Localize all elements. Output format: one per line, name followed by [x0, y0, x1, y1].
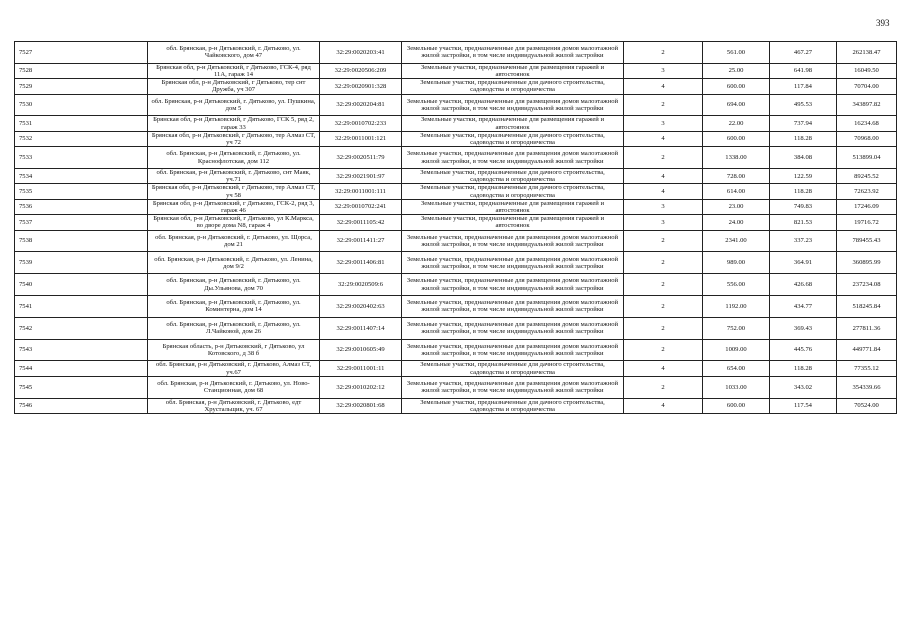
- group-cell: 4: [624, 131, 703, 146]
- specific-value-cell: 445.76: [770, 339, 837, 361]
- address-cell: обл. Брянская, р-н Дятьковский, г. Дятьково, ул. Пушкина, дом 5: [148, 94, 320, 116]
- table-row: [15, 169, 897, 184]
- address-cell: Брянская обл, р-н Дятьковский, г Дятьково, ГСК 5, ряд 2, гараж 33: [148, 116, 320, 131]
- row-number: 7543: [15, 339, 148, 361]
- group-cell: 4: [624, 184, 703, 199]
- cadastral-value-cell: 16234.68: [837, 116, 897, 131]
- specific-value-cell: 749.83: [770, 199, 837, 214]
- page-number: 393: [876, 18, 890, 28]
- cadastral-value-cell: 789455.43: [837, 230, 897, 252]
- table-row: [15, 274, 897, 296]
- specific-value-cell: 641.98: [770, 63, 837, 78]
- table-row: [15, 230, 897, 252]
- area-cell: 600.00: [703, 79, 770, 94]
- area-cell: 561.00: [703, 42, 770, 64]
- group-cell: 2: [624, 339, 703, 361]
- cadastral-value-cell: 17246.09: [837, 199, 897, 214]
- table-row: [15, 79, 897, 94]
- area-cell: 1033.00: [703, 376, 770, 398]
- group-cell: 2: [624, 274, 703, 296]
- land-use-cell: Земельные участки, предназначенные для размещения гаражей и автостоянок: [402, 199, 624, 214]
- cadastral-number-cell: 32:29:0020402:63: [320, 296, 402, 318]
- address-cell: обл. Брянская, р-н Дятьковский, г. Дятьково, ул. Краснофлотская, дом 112: [148, 147, 320, 169]
- group-cell: 2: [624, 230, 703, 252]
- table-row: [15, 252, 897, 274]
- row-number: 7537: [15, 215, 148, 230]
- land-use-cell: Земельные участки, предназначенные для размещения домов малоэтажной жилой застройки, в том числе индивидуальной жилой застройки: [402, 274, 624, 296]
- group-cell: 2: [624, 317, 703, 339]
- cadastral-number-cell: 32:29:0021901:97: [320, 169, 402, 184]
- cadastral-value-cell: 77355.12: [837, 361, 897, 376]
- cadastral-number-cell: 32:29:0020901:328: [320, 79, 402, 94]
- row-number: 7527: [15, 42, 148, 64]
- cadastral-value-cell: 262138.47: [837, 42, 897, 64]
- row-number: 7546: [15, 398, 148, 413]
- area-cell: 1192.00: [703, 296, 770, 318]
- row-number: 7545: [15, 376, 148, 398]
- table-row: [15, 94, 897, 116]
- table-row: [15, 215, 897, 230]
- row-number: 7530: [15, 94, 148, 116]
- cadastral-number-cell: 32:29:0010702:233: [320, 116, 402, 131]
- cadastral-value-cell: 70524.00: [837, 398, 897, 413]
- group-cell: 2: [624, 296, 703, 318]
- cadastral-number-cell: 32:29:0011406:81: [320, 252, 402, 274]
- cadastral-value-cell: 70704.00: [837, 79, 897, 94]
- row-number: 7540: [15, 274, 148, 296]
- row-number: 7535: [15, 184, 148, 199]
- land-use-cell: Земельные участки, предназначенные для дачного строительства, садоводства и огородничества: [402, 398, 624, 413]
- cadastral-value-cell: 449771.84: [837, 339, 897, 361]
- land-use-cell: Земельные участки, предназначенные для размещения домов малоэтажной жилой застройки, в том числе индивидуальной жилой застройки: [402, 94, 624, 116]
- table-row: [15, 376, 897, 398]
- area-cell: 614.00: [703, 184, 770, 199]
- address-cell: Брянская обл, р-н Дятьковский, г Дятьково, тер Алмаз СТ, уч 58: [148, 184, 320, 199]
- area-cell: 752.00: [703, 317, 770, 339]
- group-cell: 3: [624, 215, 703, 230]
- area-cell: 600.00: [703, 398, 770, 413]
- land-use-cell: Земельные участки, предназначенные для размещения домов малоэтажной жилой застройки, в том числе индивидуальной жилой застройки: [402, 147, 624, 169]
- cadastral-number-cell: 32:29:0011001:111: [320, 184, 402, 199]
- table-row: [15, 199, 897, 214]
- specific-value-cell: 343.02: [770, 376, 837, 398]
- table-row: [15, 147, 897, 169]
- area-cell: 25.00: [703, 63, 770, 78]
- group-cell: 4: [624, 398, 703, 413]
- specific-value-cell: 118.28: [770, 131, 837, 146]
- group-cell: 2: [624, 147, 703, 169]
- cadastral-value-cell: 343897.82: [837, 94, 897, 116]
- specific-value-cell: 467.27: [770, 42, 837, 64]
- address-cell: Брянская обл, р-н Дятьковский, г Дятьково, тер Алмаз СТ, уч 72: [148, 131, 320, 146]
- area-cell: 1338.00: [703, 147, 770, 169]
- group-cell: 2: [624, 42, 703, 64]
- cadastral-value-cell: 237234.08: [837, 274, 897, 296]
- table-row: [15, 339, 897, 361]
- group-cell: 4: [624, 361, 703, 376]
- group-cell: 3: [624, 116, 703, 131]
- specific-value-cell: 434.77: [770, 296, 837, 318]
- cadastral-number-cell: 32:29:0010202:12: [320, 376, 402, 398]
- address-cell: Брянская обл, р-н Дятьковский, г Дятьково, ГСК-2, ряд 3, гараж 46: [148, 199, 320, 214]
- row-number: 7539: [15, 252, 148, 274]
- cadastral-value-cell: 72623.92: [837, 184, 897, 199]
- address-cell: обл. Брянская, р-н Дятьковский, г. Дятьково, Алмаз СТ, уч.67: [148, 361, 320, 376]
- area-cell: 600.00: [703, 131, 770, 146]
- land-use-cell: Земельные участки, предназначенные для размещения домов малоэтажной жилой застройки, в том числе индивидуальной жилой застройки: [402, 42, 624, 64]
- specific-value-cell: 122.59: [770, 169, 837, 184]
- cadastral-number-cell: 32:29:0010702:241: [320, 199, 402, 214]
- group-cell: 2: [624, 252, 703, 274]
- cadastral-number-cell: 32:29:0011407:14: [320, 317, 402, 339]
- specific-value-cell: 384.08: [770, 147, 837, 169]
- row-number: 7529: [15, 79, 148, 94]
- area-cell: 694.00: [703, 94, 770, 116]
- table-row: [15, 63, 897, 78]
- land-use-cell: Земельные участки, предназначенные для размещения домов малоэтажной жилой застройки, в том числе индивидуальной жилой застройки: [402, 317, 624, 339]
- row-number: 7532: [15, 131, 148, 146]
- land-use-cell: Земельные участки, предназначенные для размещения гаражей и автостоянок: [402, 116, 624, 131]
- area-cell: 1009.00: [703, 339, 770, 361]
- cadastral-number-cell: 32:29:0010605:49: [320, 339, 402, 361]
- cadastral-number-cell: 32:29:0011105:42: [320, 215, 402, 230]
- table-row: [15, 116, 897, 131]
- table-row: [15, 398, 897, 413]
- cadastral-number-cell: 32:29:0011001:121: [320, 131, 402, 146]
- cadastral-number-cell: 32:29:0011001:11: [320, 361, 402, 376]
- group-cell: 4: [624, 169, 703, 184]
- row-number: 7538: [15, 230, 148, 252]
- cadastral-number-cell: 32:29:0011411:27: [320, 230, 402, 252]
- area-cell: 22.00: [703, 116, 770, 131]
- cadastral-number-cell: 32:29:0020506:209: [320, 63, 402, 78]
- address-cell: обл. Брянская, р-н Дятьковский, г. Дятьково, ул. Ленина, дом 9/2: [148, 252, 320, 274]
- table-row: [15, 296, 897, 318]
- cadastral-number-cell: 32:29:0020801:68: [320, 398, 402, 413]
- table-row: [15, 317, 897, 339]
- specific-value-cell: 369.43: [770, 317, 837, 339]
- table-row: [15, 184, 897, 199]
- row-number: 7544: [15, 361, 148, 376]
- specific-value-cell: 426.68: [770, 274, 837, 296]
- cadastral-value-cell: 70968.00: [837, 131, 897, 146]
- land-use-cell: Земельные участки, предназначенные для размещения домов малоэтажной жилой застройки, в том числе индивидуальной жилой застройки: [402, 230, 624, 252]
- area-cell: 654.00: [703, 361, 770, 376]
- land-use-cell: Земельные участки, предназначенные для дачного строительства, садоводства и огородничества: [402, 184, 624, 199]
- address-cell: обл. Брянская, р-н Дятьковский, г. Дятьково, ул. Ново-Станционная, дом 68: [148, 376, 320, 398]
- specific-value-cell: 117.84: [770, 79, 837, 94]
- cadastral-value-cell: 354339.66: [837, 376, 897, 398]
- group-cell: 2: [624, 94, 703, 116]
- area-cell: 2341.00: [703, 230, 770, 252]
- row-number: 7534: [15, 169, 148, 184]
- land-use-cell: Земельные участки, предназначенные для размещения гаражей и автостоянок: [402, 215, 624, 230]
- table-row: [15, 131, 897, 146]
- specific-value-cell: 821.53: [770, 215, 837, 230]
- address-cell: обл. Брянская, р-н Дятьковский, г. Дятьково, ул. Коминтерна, дом 14: [148, 296, 320, 318]
- address-cell: обл. Брянская, р-н Дятьковский, г. Дятьково, ул. Ды.Ульянова, дом 70: [148, 274, 320, 296]
- land-use-cell: Земельные участки, предназначенные для дачного строительства, садоводства и огородничества: [402, 79, 624, 94]
- address-cell: обл. Брянская, р-н Дятьковский, г. Дятьково, ул. Л.Чайковой, дом 26: [148, 317, 320, 339]
- land-use-cell: Земельные участки, предназначенные для размещения домов малоэтажной жилой застройки, в том числе индивидуальной жилой застройки: [402, 296, 624, 318]
- cadastral-value-cell: 277811.36: [837, 317, 897, 339]
- specific-value-cell: 337.23: [770, 230, 837, 252]
- specific-value-cell: 495.53: [770, 94, 837, 116]
- area-cell: 23.00: [703, 199, 770, 214]
- table-row: [15, 42, 897, 64]
- cadastral-value-table: [14, 41, 897, 414]
- specific-value-cell: 364.91: [770, 252, 837, 274]
- address-cell: Брянская обл, р-н Дятьковский, г Дятьково, тер снт Дружба, уч 307: [148, 79, 320, 94]
- cadastral-value-cell: 518245.84: [837, 296, 897, 318]
- cadastral-number-cell: 32:29:0020511:79: [320, 147, 402, 169]
- land-use-cell: Земельные участки, предназначенные для размещения домов малоэтажной жилой застройки, в том числе индивидуальной жилой застройки: [402, 252, 624, 274]
- specific-value-cell: 117.54: [770, 398, 837, 413]
- cadastral-number-cell: 32:29:0020509:6: [320, 274, 402, 296]
- cadastral-number-cell: 32:29:0020204:81: [320, 94, 402, 116]
- table-body: [15, 42, 897, 414]
- group-cell: 4: [624, 79, 703, 94]
- address-cell: обл. Брянская, р-н Дятьковский, г. Дятьково, ул. Щорса, дом 21: [148, 230, 320, 252]
- land-use-cell: Земельные участки, предназначенные для дачного строительства, садоводства и огородничества: [402, 169, 624, 184]
- address-cell: Брянская обл, р-н Дятьковский, г Дятьково, ул К.Маркса, во дворе дома N8, гараж 4: [148, 215, 320, 230]
- specific-value-cell: 737.94: [770, 116, 837, 131]
- group-cell: 3: [624, 199, 703, 214]
- land-use-cell: Земельные участки, предназначенные для дачного строительства, садоводства и огородничества: [402, 131, 624, 146]
- cadastral-value-cell: 16049.50: [837, 63, 897, 78]
- area-cell: 556.00: [703, 274, 770, 296]
- cadastral-number-cell: 32:29:0020203:41: [320, 42, 402, 64]
- group-cell: 3: [624, 63, 703, 78]
- specific-value-cell: 118.28: [770, 184, 837, 199]
- address-cell: обл. Брянская, р-н Дятьковский, г. Дятьково, снт Маяк, уч.71: [148, 169, 320, 184]
- table-row: [15, 361, 897, 376]
- row-number: 7531: [15, 116, 148, 131]
- address-cell: обл. Брянская, р-н Дятьковский, г. Дятьково, ул. Чайковского, дом 47: [148, 42, 320, 64]
- row-number: 7542: [15, 317, 148, 339]
- area-cell: 24.00: [703, 215, 770, 230]
- address-cell: Брянская обл, р-н Дятьковский, г Дятьково, ГСК-4, ряд 11А, гараж 14: [148, 63, 320, 78]
- row-number: 7533: [15, 147, 148, 169]
- cadastral-value-cell: 19716.72: [837, 215, 897, 230]
- address-cell: Брянская область, р-н Дятьковский, г Дятьково, ул Котовского, д 38 б: [148, 339, 320, 361]
- area-cell: 989.00: [703, 252, 770, 274]
- land-use-cell: Земельные участки, предназначенные для размещения домов малоэтажной жилой застройки, в том числе индивидуальной жилой застройки: [402, 339, 624, 361]
- cadastral-value-cell: 89245.52: [837, 169, 897, 184]
- row-number: 7528: [15, 63, 148, 78]
- cadastral-value-cell: 513899.04: [837, 147, 897, 169]
- area-cell: 728.00: [703, 169, 770, 184]
- address-cell: обл. Брянская, р-н Дятьковский, г. Дятьково, едт Хрустальщик, уч. 67: [148, 398, 320, 413]
- specific-value-cell: 118.28: [770, 361, 837, 376]
- group-cell: 2: [624, 376, 703, 398]
- land-use-cell: Земельные участки, предназначенные для размещения гаражей и автостоянок: [402, 63, 624, 78]
- row-number: 7541: [15, 296, 148, 318]
- cadastral-value-cell: 360895.99: [837, 252, 897, 274]
- land-use-cell: Земельные участки, предназначенные для размещения домов малоэтажной жилой застройки, в том числе индивидуальной жилой застройки: [402, 376, 624, 398]
- row-number: 7536: [15, 199, 148, 214]
- land-use-cell: Земельные участки, предназначенные для дачного строительства, садоводства и огородничества: [402, 361, 624, 376]
